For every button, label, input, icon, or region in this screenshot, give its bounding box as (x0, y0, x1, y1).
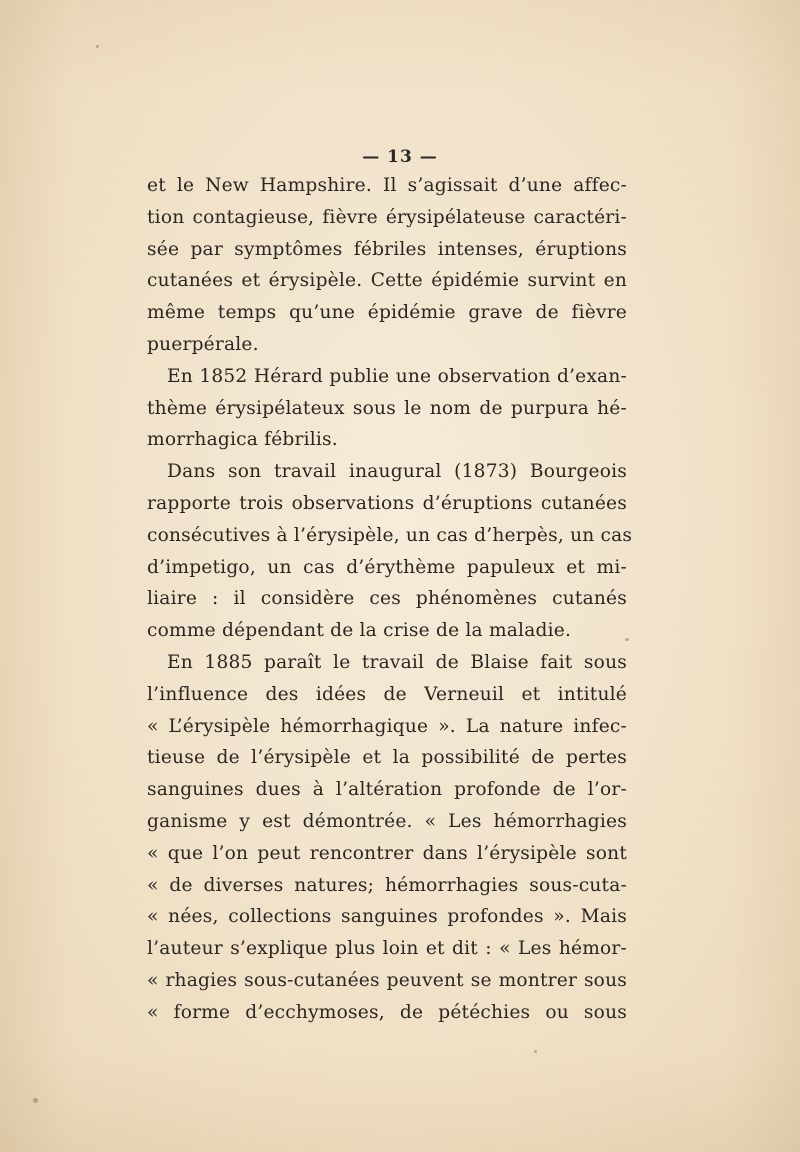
paper-speck (96, 45, 99, 48)
text-line: tieuse de l’érysipèle et la possibilité de pertes (147, 747, 627, 769)
text-line: « que l’on peut rencontrer dans l’érysipèle sont (147, 842, 627, 864)
text-line: « de diverses natures; hémorrhagies sous-cuta- (147, 874, 627, 896)
text-line: morrhagica fébrilis. (147, 429, 338, 451)
text-line: ganisme y est démontrée. « Les hémorrhagies (147, 810, 627, 832)
paper-speck (33, 1098, 38, 1103)
text-line: comme dépendant de la crise de la maladie. (147, 620, 572, 642)
text-line: « rhagies sous-cutanées peuvent se montrer sous (147, 969, 627, 991)
text-line: En 1885 paraît le travail de Blaise fait sous (167, 651, 627, 673)
text-line: sée par symptômes fébriles intenses, éruptions (147, 238, 627, 260)
text-line: « forme d’ecchymoses, de pétéchies ou sous (147, 1001, 627, 1023)
text-line: En 1852 Hérard publie une observation d’exan- (167, 365, 627, 387)
page-number: — 13 — (362, 147, 438, 167)
text-line: « nées, collections sanguines profondes ». Mais (147, 906, 627, 928)
paper-speck (534, 1050, 537, 1053)
text-line: « L’érysipèle hémorrhagique ». La nature infec- (147, 715, 627, 737)
text-line: consécutives à l’érysipèle, un cas d’herpès, un cas (147, 524, 633, 546)
text-line: l’auteur s’explique plus loin et dit : « Les hémor- (147, 938, 627, 960)
text-line: même temps qu’une épidémie grave de fièvre (147, 302, 627, 324)
text-line: d’impetigo, un cas d’érythème papuleux et mi- (147, 556, 627, 578)
text-line: Dans son travail inaugural (1873) Bourgeois (167, 461, 627, 483)
text-line: l’influence des idées de Verneuil et intitulé (147, 683, 627, 705)
text-line: thème érysipélateux sous le nom de purpura hé- (147, 397, 627, 419)
text-line: rapporte trois observations d’éruptions cutanées (147, 492, 627, 514)
text-line: liaire : il considère ces phénomènes cutanés (147, 588, 627, 610)
paper-speck (625, 638, 629, 641)
text-line: et le New Hampshire. Il s’agissait d’une affec- (147, 175, 627, 196)
body-text (147, 170, 633, 1029)
text-line: sanguines dues à l’altération profonde de l’or- (147, 779, 627, 801)
text-line: puerpérale. (147, 333, 259, 355)
text-line: tion contagieuse, fièvre érysipélateuse caractéri- (147, 206, 627, 228)
text-line: cutanées et érysipèle. Cette épidémie survint en (147, 270, 627, 292)
